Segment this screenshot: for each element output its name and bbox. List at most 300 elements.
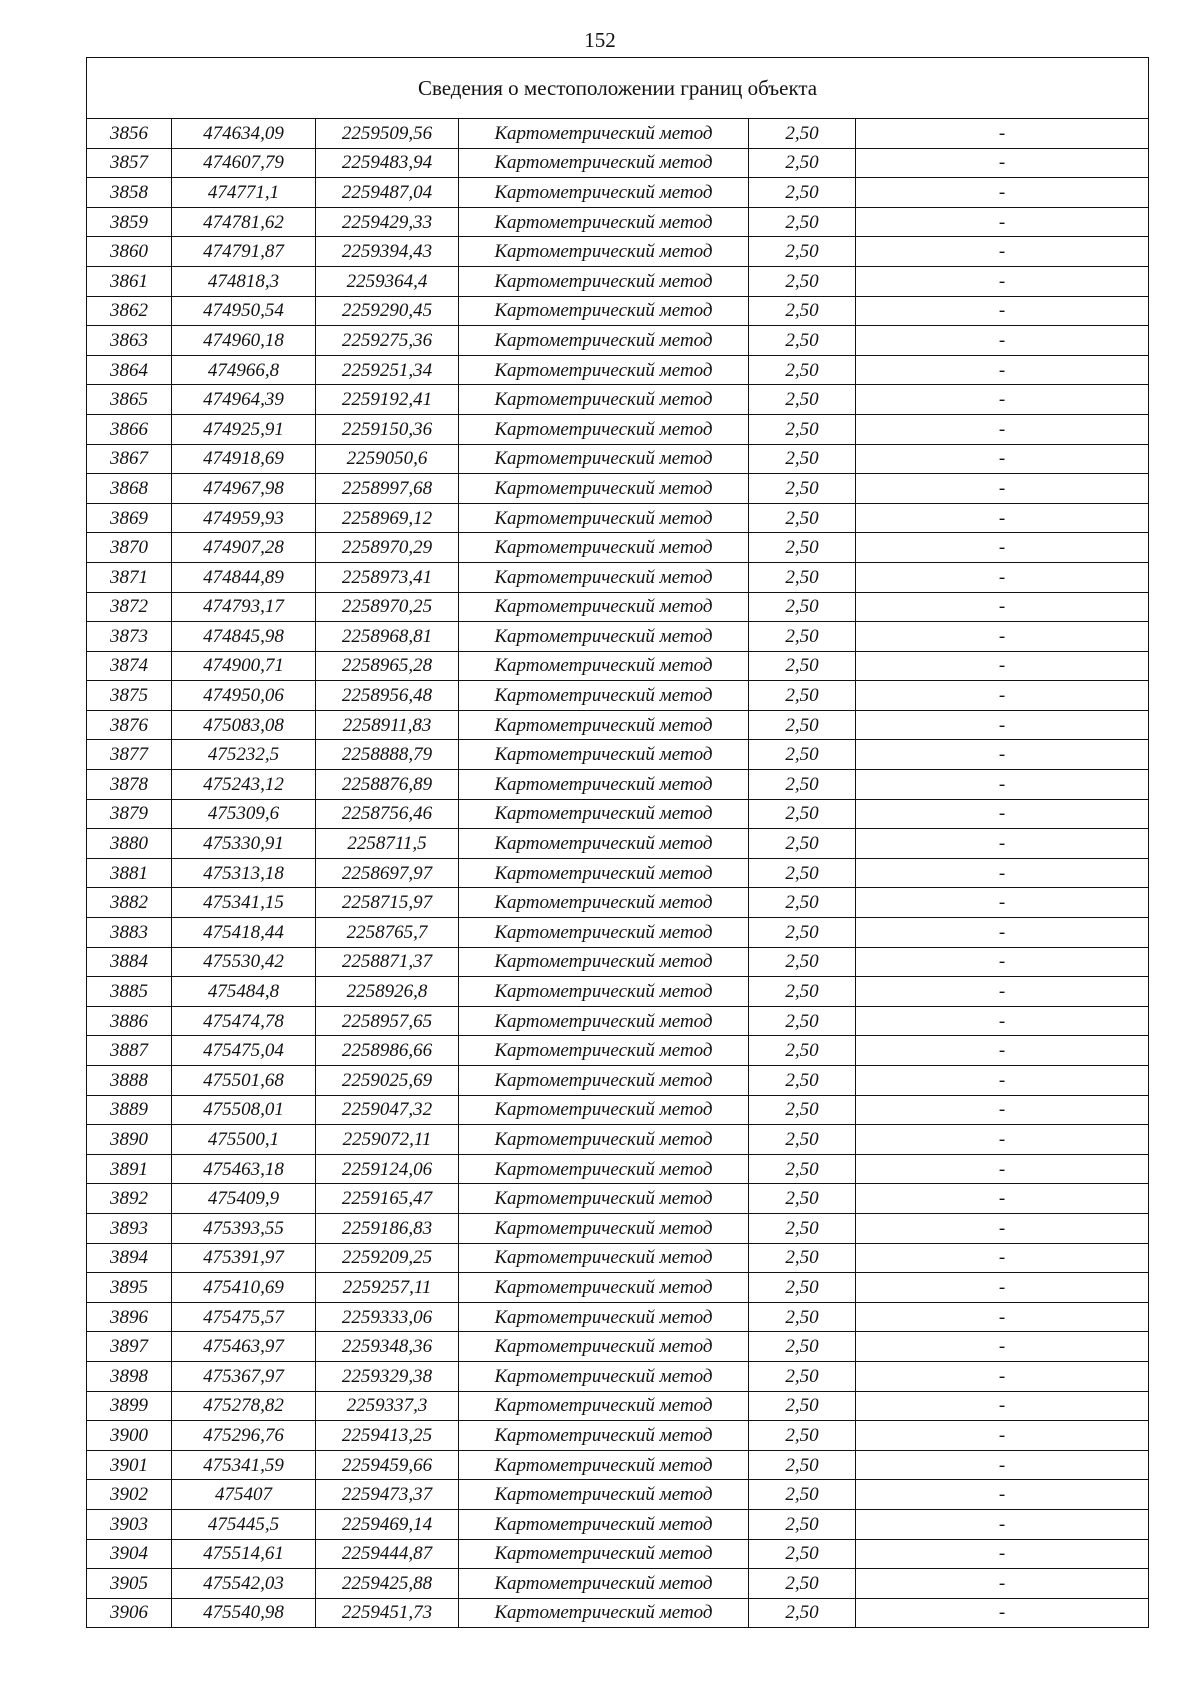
table-row: [87, 119, 1149, 149]
accuracy-cell: 2,50: [749, 918, 856, 948]
point-number-cell: 3867: [87, 444, 172, 474]
table-row: [87, 385, 1149, 415]
accuracy-cell: 2,50: [749, 237, 856, 267]
method-cell: Картометрический метод: [459, 1006, 749, 1036]
page-number: 152: [584, 28, 616, 52]
point-number-cell: 3859: [87, 207, 172, 237]
x-coordinate-cell: 475501,68: [172, 1066, 316, 1096]
point-number-cell: 3901: [87, 1450, 172, 1480]
x-coordinate-cell: 474607,79: [172, 148, 316, 178]
point-number-cell: 3878: [87, 770, 172, 800]
table-row: [87, 414, 1149, 444]
table-row: [87, 1302, 1149, 1332]
table-row: [87, 947, 1149, 977]
description-cell: -: [856, 266, 1149, 296]
description-cell: -: [856, 829, 1149, 859]
method-cell: Картометрический метод: [459, 977, 749, 1007]
description-cell: -: [856, 1391, 1149, 1421]
y-coordinate-cell: 2259165,47: [316, 1184, 459, 1214]
point-number-cell: 3881: [87, 858, 172, 888]
y-coordinate-cell: 2259192,41: [316, 385, 459, 415]
x-coordinate-cell: 474918,69: [172, 444, 316, 474]
method-cell: Картометрический метод: [459, 1450, 749, 1480]
description-cell: -: [856, 1095, 1149, 1125]
table-row: [87, 858, 1149, 888]
accuracy-cell: 2,50: [749, 444, 856, 474]
method-cell: Картометрический метод: [459, 237, 749, 267]
x-coordinate-cell: 475445,5: [172, 1509, 316, 1539]
point-number-cell: 3877: [87, 740, 172, 770]
y-coordinate-cell: 2258888,79: [316, 740, 459, 770]
table-row: [87, 1066, 1149, 1096]
accuracy-cell: 2,50: [749, 888, 856, 918]
y-coordinate-cell: 2258711,5: [316, 829, 459, 859]
y-coordinate-cell: 2258969,12: [316, 503, 459, 533]
point-number-cell: 3902: [87, 1480, 172, 1510]
y-coordinate-cell: 2259348,36: [316, 1332, 459, 1362]
method-cell: Картометрический метод: [459, 414, 749, 444]
accuracy-cell: 2,50: [749, 207, 856, 237]
table-row: [87, 1006, 1149, 1036]
y-coordinate-cell: 2258871,37: [316, 947, 459, 977]
point-number-cell: 3903: [87, 1509, 172, 1539]
x-coordinate-cell: 474907,28: [172, 533, 316, 563]
y-coordinate-cell: 2259425,88: [316, 1569, 459, 1599]
y-coordinate-cell: 2259444,87: [316, 1539, 459, 1569]
accuracy-cell: 2,50: [749, 148, 856, 178]
description-cell: -: [856, 681, 1149, 711]
accuracy-cell: 2,50: [749, 1095, 856, 1125]
y-coordinate-cell: 2259072,11: [316, 1125, 459, 1155]
x-coordinate-cell: 475232,5: [172, 740, 316, 770]
description-cell: -: [856, 474, 1149, 504]
x-coordinate-cell: 475484,8: [172, 977, 316, 1007]
point-number-cell: 3868: [87, 474, 172, 504]
method-cell: Картометрический метод: [459, 207, 749, 237]
y-coordinate-cell: 2259483,94: [316, 148, 459, 178]
x-coordinate-cell: 475508,01: [172, 1095, 316, 1125]
description-cell: -: [856, 740, 1149, 770]
method-cell: Картометрический метод: [459, 385, 749, 415]
y-coordinate-cell: 2259509,56: [316, 119, 459, 149]
table-row: [87, 799, 1149, 829]
y-coordinate-cell: 2259251,34: [316, 355, 459, 385]
table-title: Сведения о местоположении границ объекта: [87, 58, 1149, 119]
x-coordinate-cell: 475309,6: [172, 799, 316, 829]
description-cell: -: [856, 444, 1149, 474]
y-coordinate-cell: 2258986,66: [316, 1036, 459, 1066]
method-cell: Картометрический метод: [459, 1154, 749, 1184]
table-row: [87, 622, 1149, 652]
table-row: [87, 1391, 1149, 1421]
y-coordinate-cell: 2259394,43: [316, 237, 459, 267]
description-cell: -: [856, 326, 1149, 356]
y-coordinate-cell: 2259473,37: [316, 1480, 459, 1510]
description-cell: -: [856, 710, 1149, 740]
point-number-cell: 3857: [87, 148, 172, 178]
y-coordinate-cell: 2259329,38: [316, 1361, 459, 1391]
accuracy-cell: 2,50: [749, 947, 856, 977]
accuracy-cell: 2,50: [749, 266, 856, 296]
y-coordinate-cell: 2259209,25: [316, 1243, 459, 1273]
point-number-cell: 3889: [87, 1095, 172, 1125]
description-cell: -: [856, 1450, 1149, 1480]
point-number-cell: 3871: [87, 562, 172, 592]
table-row: [87, 592, 1149, 622]
method-cell: Картометрический метод: [459, 326, 749, 356]
method-cell: Картометрический метод: [459, 1598, 749, 1628]
point-number-cell: 3860: [87, 237, 172, 267]
method-cell: Картометрический метод: [459, 858, 749, 888]
accuracy-cell: 2,50: [749, 1361, 856, 1391]
description-cell: -: [856, 355, 1149, 385]
table-row: [87, 1569, 1149, 1599]
method-cell: Картометрический метод: [459, 355, 749, 385]
point-number-cell: 3858: [87, 178, 172, 208]
point-number-cell: 3880: [87, 829, 172, 859]
x-coordinate-cell: 475474,78: [172, 1006, 316, 1036]
description-cell: -: [856, 148, 1149, 178]
x-coordinate-cell: 475367,97: [172, 1361, 316, 1391]
description-cell: -: [856, 622, 1149, 652]
x-coordinate-cell: 474950,54: [172, 296, 316, 326]
y-coordinate-cell: 2258970,29: [316, 533, 459, 563]
x-coordinate-cell: 474845,98: [172, 622, 316, 652]
point-number-cell: 3899: [87, 1391, 172, 1421]
accuracy-cell: 2,50: [749, 1539, 856, 1569]
description-cell: -: [856, 237, 1149, 267]
method-cell: Картометрический метод: [459, 1066, 749, 1096]
accuracy-cell: 2,50: [749, 1154, 856, 1184]
x-coordinate-cell: 474781,62: [172, 207, 316, 237]
accuracy-cell: 2,50: [749, 1509, 856, 1539]
description-cell: -: [856, 1421, 1149, 1451]
method-cell: Картометрический метод: [459, 1273, 749, 1303]
description-cell: -: [856, 119, 1149, 149]
y-coordinate-cell: 2259290,45: [316, 296, 459, 326]
method-cell: Картометрический метод: [459, 444, 749, 474]
x-coordinate-cell: 474925,91: [172, 414, 316, 444]
accuracy-cell: 2,50: [749, 1569, 856, 1599]
table-title-row: [87, 58, 1149, 119]
table-row: [87, 296, 1149, 326]
description-cell: -: [856, 1302, 1149, 1332]
accuracy-cell: 2,50: [749, 296, 856, 326]
y-coordinate-cell: 2258973,41: [316, 562, 459, 592]
description-cell: -: [856, 1539, 1149, 1569]
y-coordinate-cell: 2258997,68: [316, 474, 459, 504]
accuracy-cell: 2,50: [749, 829, 856, 859]
description-cell: -: [856, 1509, 1149, 1539]
point-number-cell: 3896: [87, 1302, 172, 1332]
point-number-cell: 3906: [87, 1598, 172, 1628]
description-cell: -: [856, 1184, 1149, 1214]
accuracy-cell: 2,50: [749, 1036, 856, 1066]
x-coordinate-cell: 474964,39: [172, 385, 316, 415]
y-coordinate-cell: 2259150,36: [316, 414, 459, 444]
x-coordinate-cell: 475463,18: [172, 1154, 316, 1184]
table-row: [87, 1332, 1149, 1362]
table-row: [87, 474, 1149, 504]
table-row: [87, 770, 1149, 800]
y-coordinate-cell: 2259050,6: [316, 444, 459, 474]
point-number-cell: 3895: [87, 1273, 172, 1303]
method-cell: Картометрический метод: [459, 562, 749, 592]
point-number-cell: 3872: [87, 592, 172, 622]
table-row: [87, 1509, 1149, 1539]
y-coordinate-cell: 2258970,25: [316, 592, 459, 622]
description-cell: -: [856, 858, 1149, 888]
table-row: [87, 1154, 1149, 1184]
x-coordinate-cell: 475418,44: [172, 918, 316, 948]
table-row: [87, 1539, 1149, 1569]
description-cell: -: [856, 178, 1149, 208]
y-coordinate-cell: 2259429,33: [316, 207, 459, 237]
x-coordinate-cell: 474793,17: [172, 592, 316, 622]
table-row: [87, 1213, 1149, 1243]
method-cell: Картометрический метод: [459, 178, 749, 208]
table-row: [87, 740, 1149, 770]
x-coordinate-cell: 474791,87: [172, 237, 316, 267]
table-row: [87, 1273, 1149, 1303]
x-coordinate-cell: 475330,91: [172, 829, 316, 859]
table-row: [87, 503, 1149, 533]
accuracy-cell: 2,50: [749, 740, 856, 770]
description-cell: -: [856, 770, 1149, 800]
method-cell: Картометрический метод: [459, 1569, 749, 1599]
method-cell: Картометрический метод: [459, 799, 749, 829]
description-cell: -: [856, 977, 1149, 1007]
x-coordinate-cell: 475475,04: [172, 1036, 316, 1066]
description-cell: -: [856, 1480, 1149, 1510]
method-cell: Картометрический метод: [459, 148, 749, 178]
table-row: [87, 1243, 1149, 1273]
method-cell: Картометрический метод: [459, 503, 749, 533]
y-coordinate-cell: 2259413,25: [316, 1421, 459, 1451]
point-number-cell: 3862: [87, 296, 172, 326]
description-cell: -: [856, 1125, 1149, 1155]
table-row: [87, 148, 1149, 178]
table-row: [87, 444, 1149, 474]
y-coordinate-cell: 2259275,36: [316, 326, 459, 356]
accuracy-cell: 2,50: [749, 355, 856, 385]
table-row: [87, 266, 1149, 296]
accuracy-cell: 2,50: [749, 681, 856, 711]
point-number-cell: 3888: [87, 1066, 172, 1096]
description-cell: -: [856, 1332, 1149, 1362]
accuracy-cell: 2,50: [749, 1273, 856, 1303]
method-cell: Картометрический метод: [459, 1184, 749, 1214]
accuracy-cell: 2,50: [749, 1332, 856, 1362]
description-cell: -: [856, 1243, 1149, 1273]
x-coordinate-cell: 474966,8: [172, 355, 316, 385]
table-row: [87, 651, 1149, 681]
accuracy-cell: 2,50: [749, 1184, 856, 1214]
table-row: [87, 562, 1149, 592]
description-cell: -: [856, 1273, 1149, 1303]
accuracy-cell: 2,50: [749, 178, 856, 208]
accuracy-cell: 2,50: [749, 1450, 856, 1480]
x-coordinate-cell: 475341,15: [172, 888, 316, 918]
point-number-cell: 3892: [87, 1184, 172, 1214]
y-coordinate-cell: 2258756,46: [316, 799, 459, 829]
method-cell: Картометрический метод: [459, 681, 749, 711]
x-coordinate-cell: 474900,71: [172, 651, 316, 681]
y-coordinate-cell: 2259333,06: [316, 1302, 459, 1332]
description-cell: -: [856, 888, 1149, 918]
table-row: [87, 829, 1149, 859]
table-row: [87, 1125, 1149, 1155]
accuracy-cell: 2,50: [749, 1391, 856, 1421]
y-coordinate-cell: 2259025,69: [316, 1066, 459, 1096]
method-cell: Картометрический метод: [459, 918, 749, 948]
x-coordinate-cell: 475278,82: [172, 1391, 316, 1421]
y-coordinate-cell: 2258965,28: [316, 651, 459, 681]
accuracy-cell: 2,50: [749, 622, 856, 652]
table-row: [87, 326, 1149, 356]
table-row: [87, 533, 1149, 563]
table-row: [87, 710, 1149, 740]
y-coordinate-cell: 2258956,48: [316, 681, 459, 711]
y-coordinate-cell: 2258957,65: [316, 1006, 459, 1036]
accuracy-cell: 2,50: [749, 1006, 856, 1036]
point-number-cell: 3897: [87, 1332, 172, 1362]
method-cell: Картометрический метод: [459, 592, 749, 622]
point-number-cell: 3886: [87, 1006, 172, 1036]
method-cell: Картометрический метод: [459, 1036, 749, 1066]
table-row: [87, 977, 1149, 1007]
table-row: [87, 178, 1149, 208]
accuracy-cell: 2,50: [749, 562, 856, 592]
accuracy-cell: 2,50: [749, 1125, 856, 1155]
point-number-cell: 3866: [87, 414, 172, 444]
description-cell: -: [856, 918, 1149, 948]
method-cell: Картометрический метод: [459, 296, 749, 326]
x-coordinate-cell: 474771,1: [172, 178, 316, 208]
accuracy-cell: 2,50: [749, 1480, 856, 1510]
point-number-cell: 3879: [87, 799, 172, 829]
point-number-cell: 3898: [87, 1361, 172, 1391]
y-coordinate-cell: 2259124,06: [316, 1154, 459, 1184]
description-cell: -: [856, 533, 1149, 563]
description-cell: -: [856, 414, 1149, 444]
method-cell: Картометрический метод: [459, 1095, 749, 1125]
x-coordinate-cell: 474960,18: [172, 326, 316, 356]
description-cell: -: [856, 799, 1149, 829]
description-cell: -: [856, 207, 1149, 237]
accuracy-cell: 2,50: [749, 1066, 856, 1096]
method-cell: Картометрический метод: [459, 710, 749, 740]
y-coordinate-cell: 2259451,73: [316, 1598, 459, 1628]
method-cell: Картометрический метод: [459, 947, 749, 977]
method-cell: Картометрический метод: [459, 1421, 749, 1451]
accuracy-cell: 2,50: [749, 1213, 856, 1243]
x-coordinate-cell: 474967,98: [172, 474, 316, 504]
method-cell: Картометрический метод: [459, 651, 749, 681]
x-coordinate-cell: 474818,3: [172, 266, 316, 296]
y-coordinate-cell: 2259257,11: [316, 1273, 459, 1303]
method-cell: Картометрический метод: [459, 1509, 749, 1539]
description-cell: -: [856, 503, 1149, 533]
point-number-cell: 3885: [87, 977, 172, 1007]
accuracy-cell: 2,50: [749, 1302, 856, 1332]
point-number-cell: 3904: [87, 1539, 172, 1569]
point-number-cell: 3861: [87, 266, 172, 296]
table-row: [87, 1095, 1149, 1125]
point-number-cell: 3882: [87, 888, 172, 918]
point-number-cell: 3870: [87, 533, 172, 563]
point-number-cell: 3873: [87, 622, 172, 652]
description-cell: -: [856, 592, 1149, 622]
x-coordinate-cell: 475410,69: [172, 1273, 316, 1303]
y-coordinate-cell: 2258765,7: [316, 918, 459, 948]
accuracy-cell: 2,50: [749, 385, 856, 415]
point-number-cell: 3864: [87, 355, 172, 385]
point-number-cell: 3856: [87, 119, 172, 149]
y-coordinate-cell: 2259364,4: [316, 266, 459, 296]
method-cell: Картометрический метод: [459, 1125, 749, 1155]
table-row: [87, 1421, 1149, 1451]
description-cell: -: [856, 651, 1149, 681]
point-number-cell: 3891: [87, 1154, 172, 1184]
x-coordinate-cell: 475243,12: [172, 770, 316, 800]
accuracy-cell: 2,50: [749, 474, 856, 504]
point-number-cell: 3869: [87, 503, 172, 533]
point-number-cell: 3883: [87, 918, 172, 948]
x-coordinate-cell: 475393,55: [172, 1213, 316, 1243]
y-coordinate-cell: 2258876,89: [316, 770, 459, 800]
method-cell: Картометрический метод: [459, 474, 749, 504]
boundary-coordinates-table: [86, 57, 1149, 1628]
y-coordinate-cell: 2259459,66: [316, 1450, 459, 1480]
point-number-cell: 3874: [87, 651, 172, 681]
accuracy-cell: 2,50: [749, 533, 856, 563]
table-row: [87, 918, 1149, 948]
point-number-cell: 3894: [87, 1243, 172, 1273]
x-coordinate-cell: 475530,42: [172, 947, 316, 977]
accuracy-cell: 2,50: [749, 799, 856, 829]
x-coordinate-cell: 475514,61: [172, 1539, 316, 1569]
method-cell: Картометрический метод: [459, 266, 749, 296]
point-number-cell: 3890: [87, 1125, 172, 1155]
x-coordinate-cell: 475407: [172, 1480, 316, 1510]
point-number-cell: 3893: [87, 1213, 172, 1243]
table-row: [87, 1598, 1149, 1628]
accuracy-cell: 2,50: [749, 414, 856, 444]
method-cell: Картометрический метод: [459, 829, 749, 859]
point-number-cell: 3900: [87, 1421, 172, 1451]
y-coordinate-cell: 2259469,14: [316, 1509, 459, 1539]
accuracy-cell: 2,50: [749, 710, 856, 740]
x-coordinate-cell: 474959,93: [172, 503, 316, 533]
description-cell: -: [856, 1006, 1149, 1036]
x-coordinate-cell: 475391,97: [172, 1243, 316, 1273]
x-coordinate-cell: 475296,76: [172, 1421, 316, 1451]
table-row: [87, 888, 1149, 918]
point-number-cell: 3887: [87, 1036, 172, 1066]
accuracy-cell: 2,50: [749, 1421, 856, 1451]
method-cell: Картометрический метод: [459, 1480, 749, 1510]
x-coordinate-cell: 475409,9: [172, 1184, 316, 1214]
x-coordinate-cell: 475341,59: [172, 1450, 316, 1480]
y-coordinate-cell: 2258697,97: [316, 858, 459, 888]
point-number-cell: 3884: [87, 947, 172, 977]
table-row: [87, 237, 1149, 267]
x-coordinate-cell: 474634,09: [172, 119, 316, 149]
description-cell: -: [856, 1213, 1149, 1243]
method-cell: Картометрический метод: [459, 1332, 749, 1362]
accuracy-cell: 2,50: [749, 503, 856, 533]
